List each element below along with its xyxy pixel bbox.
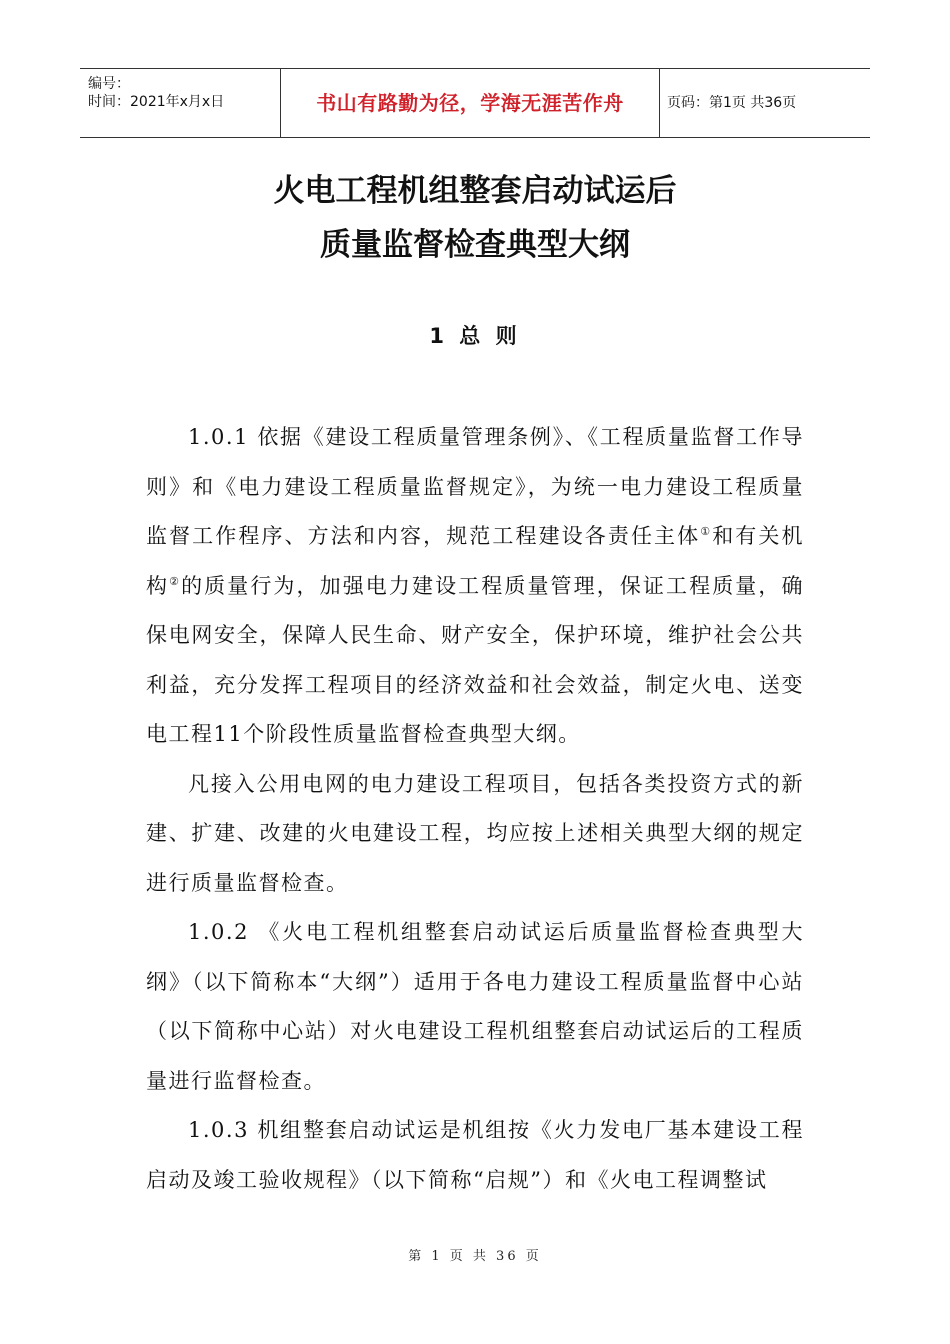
paragraph-scope: 凡接入公用电网的电力建设工程项目，包括各类投资方式的新建、扩建、改建的火电建设工程，均应按上述相关典型大纲的规定进行质量监督检查。 [146, 771, 804, 895]
time-label: 时间：2021年x月x日 [88, 94, 225, 110]
paragraph-1-0-3: 1.0.3 机组整套启动试运是机组按《火力发电厂基本建设工程启动及竣工验收规程》（以下简称“启规”）和《火电工程调整试 [146, 1118, 804, 1192]
header-motto-cell [280, 69, 660, 137]
paragraph-text: 1.0.1 依据《建设工程质量管理条例》、《工程质量监督工作导则》和《电力建设工程质量监督规定》，为统一电力建设工程质量监督工作程序、方法和内容，规范工程建设各责任主体 [146, 425, 804, 548]
section-heading: 1 总 则 [429, 324, 521, 348]
page-header [80, 68, 870, 138]
footnote-marker: ① [700, 525, 713, 538]
header-meta-cell [80, 69, 280, 137]
footnote-marker: ② [169, 574, 182, 588]
paragraph-1-0-1 [146, 413, 804, 760]
paragraph-text: 的质量行为，加强电力建设工程质量管理，保证工程质量，确保电网安全，保障人民生命、财产安全，保护环境，维护社会公共利益，充分发挥工程项目的经济效益和社会效益，制定火电、送变电工程11个阶段性质量监督检查典型大纲。 [146, 573, 804, 746]
header-page-cell [659, 69, 870, 137]
page-footer: 第 1 页 共 36 页 [408, 1249, 542, 1264]
paragraph-text: 和有关机构 [146, 524, 804, 598]
document-title-line2: 质量监督检查典型大纲 [320, 227, 630, 263]
paragraph-1-0-2: 1.0.2 《火电工程机组整套启动试运后质量监督检查典型大纲》（以下简称本“大纲”）适用于各电力建设工程质量监督中心站（以下简称中心站）对火电建设工程机组整套启动试运后的工程质量进行监督检查。 [146, 920, 804, 1093]
document-title-line1: 火电工程机组整套启动试运后 [273, 173, 677, 209]
motto-text: 书山有路勤为径，学海无涯苦作舟 [316, 91, 624, 115]
number-label: 编号： [88, 76, 130, 92]
page-info: 页码：第1页 共36页 [667, 95, 797, 111]
document-body [146, 413, 804, 1205]
